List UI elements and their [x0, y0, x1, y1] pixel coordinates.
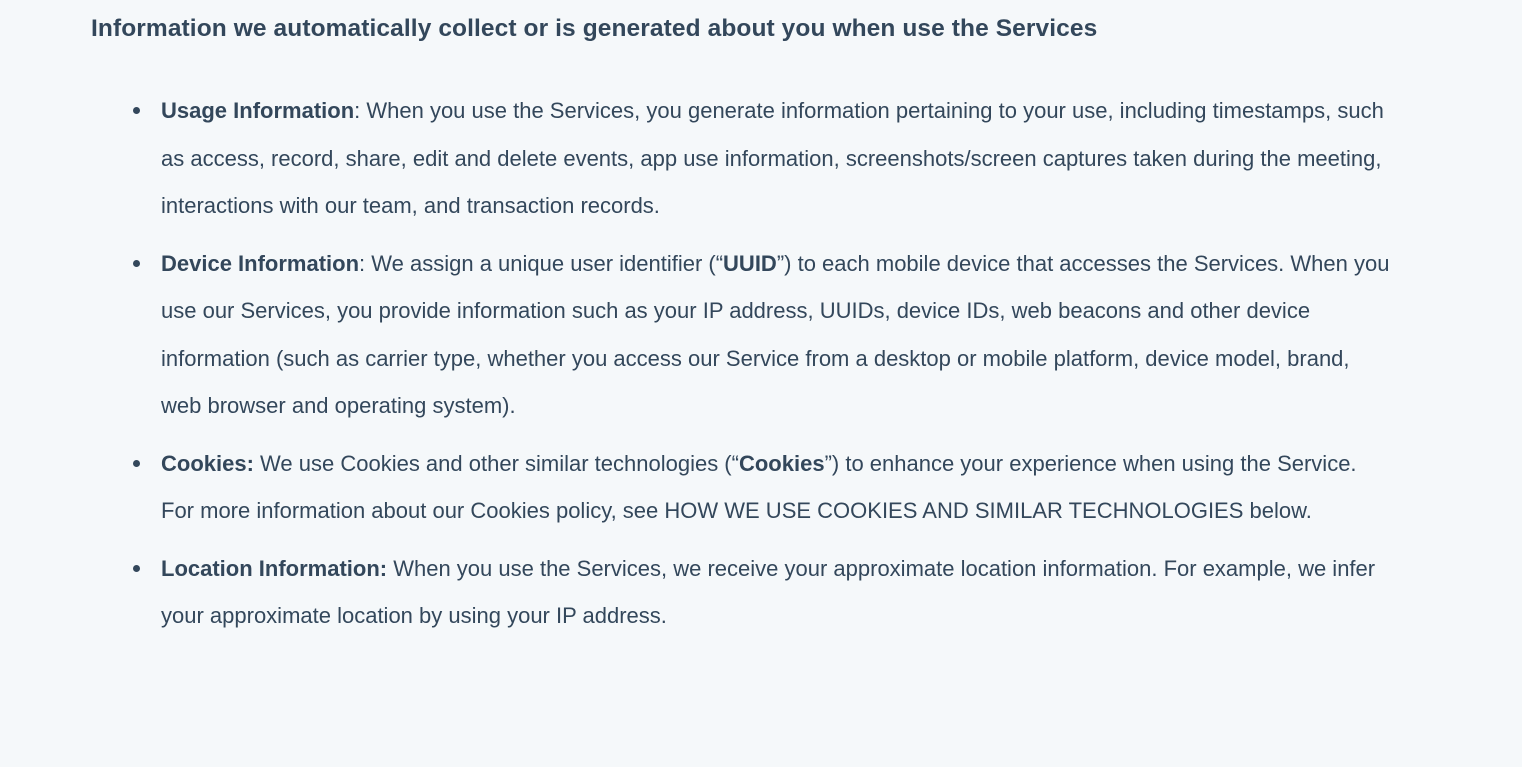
bullet-body-text: When you use the Services, we receive your approximate location information. For example, we infer your approximate location by using your IP address. [161, 555, 1376, 628]
auto-collected-info-list [91, 87, 1391, 640]
bullet-body-text: ”) to enhance your experience when using the Service. For more information about our Cookies policy, see HOW WE USE COOKIES AND SIMILAR TECHNOLOGIES below. [161, 450, 1357, 523]
bullet-lead-text: Device Information [161, 250, 360, 276]
bullet-body-text: We use Cookies and other similar technologies (“ [253, 450, 739, 476]
bullet-lead-text: Usage Information [161, 98, 355, 123]
bullet-body-text: : When you use the Services, you generate information pertaining to your use, including timestamps, such as access, record, share, edit and delete events, app use information, screenshots/screen captures taken during the meeting, interactions with our team, and transaction records. [161, 98, 1384, 218]
list-item [91, 440, 1391, 535]
bullet-lead-text: UUID [723, 250, 777, 276]
bullet-body-text: : We assign a unique user identifier (“ [359, 250, 724, 276]
section-heading: Information we automatically collect or is generated about you when use the Services [91, 15, 1098, 42]
list-item [91, 240, 1391, 430]
bullet-lead-text: Location Information: [161, 555, 388, 581]
list-item [91, 545, 1391, 640]
bullet-body-text: ”) to each mobile device that accesses the Services. When you use our Services, you provide information such as your IP address, UUIDs, device IDs, web beacons and other device information (such as carrier type, whether you access our Service from a desktop or mobile platform, device model, brand, web browser and operating system). [161, 250, 1390, 418]
bullet-lead-text: Cookies [738, 450, 825, 476]
list-item [91, 87, 1391, 230]
bullet-lead-text: Cookies: [161, 450, 254, 476]
